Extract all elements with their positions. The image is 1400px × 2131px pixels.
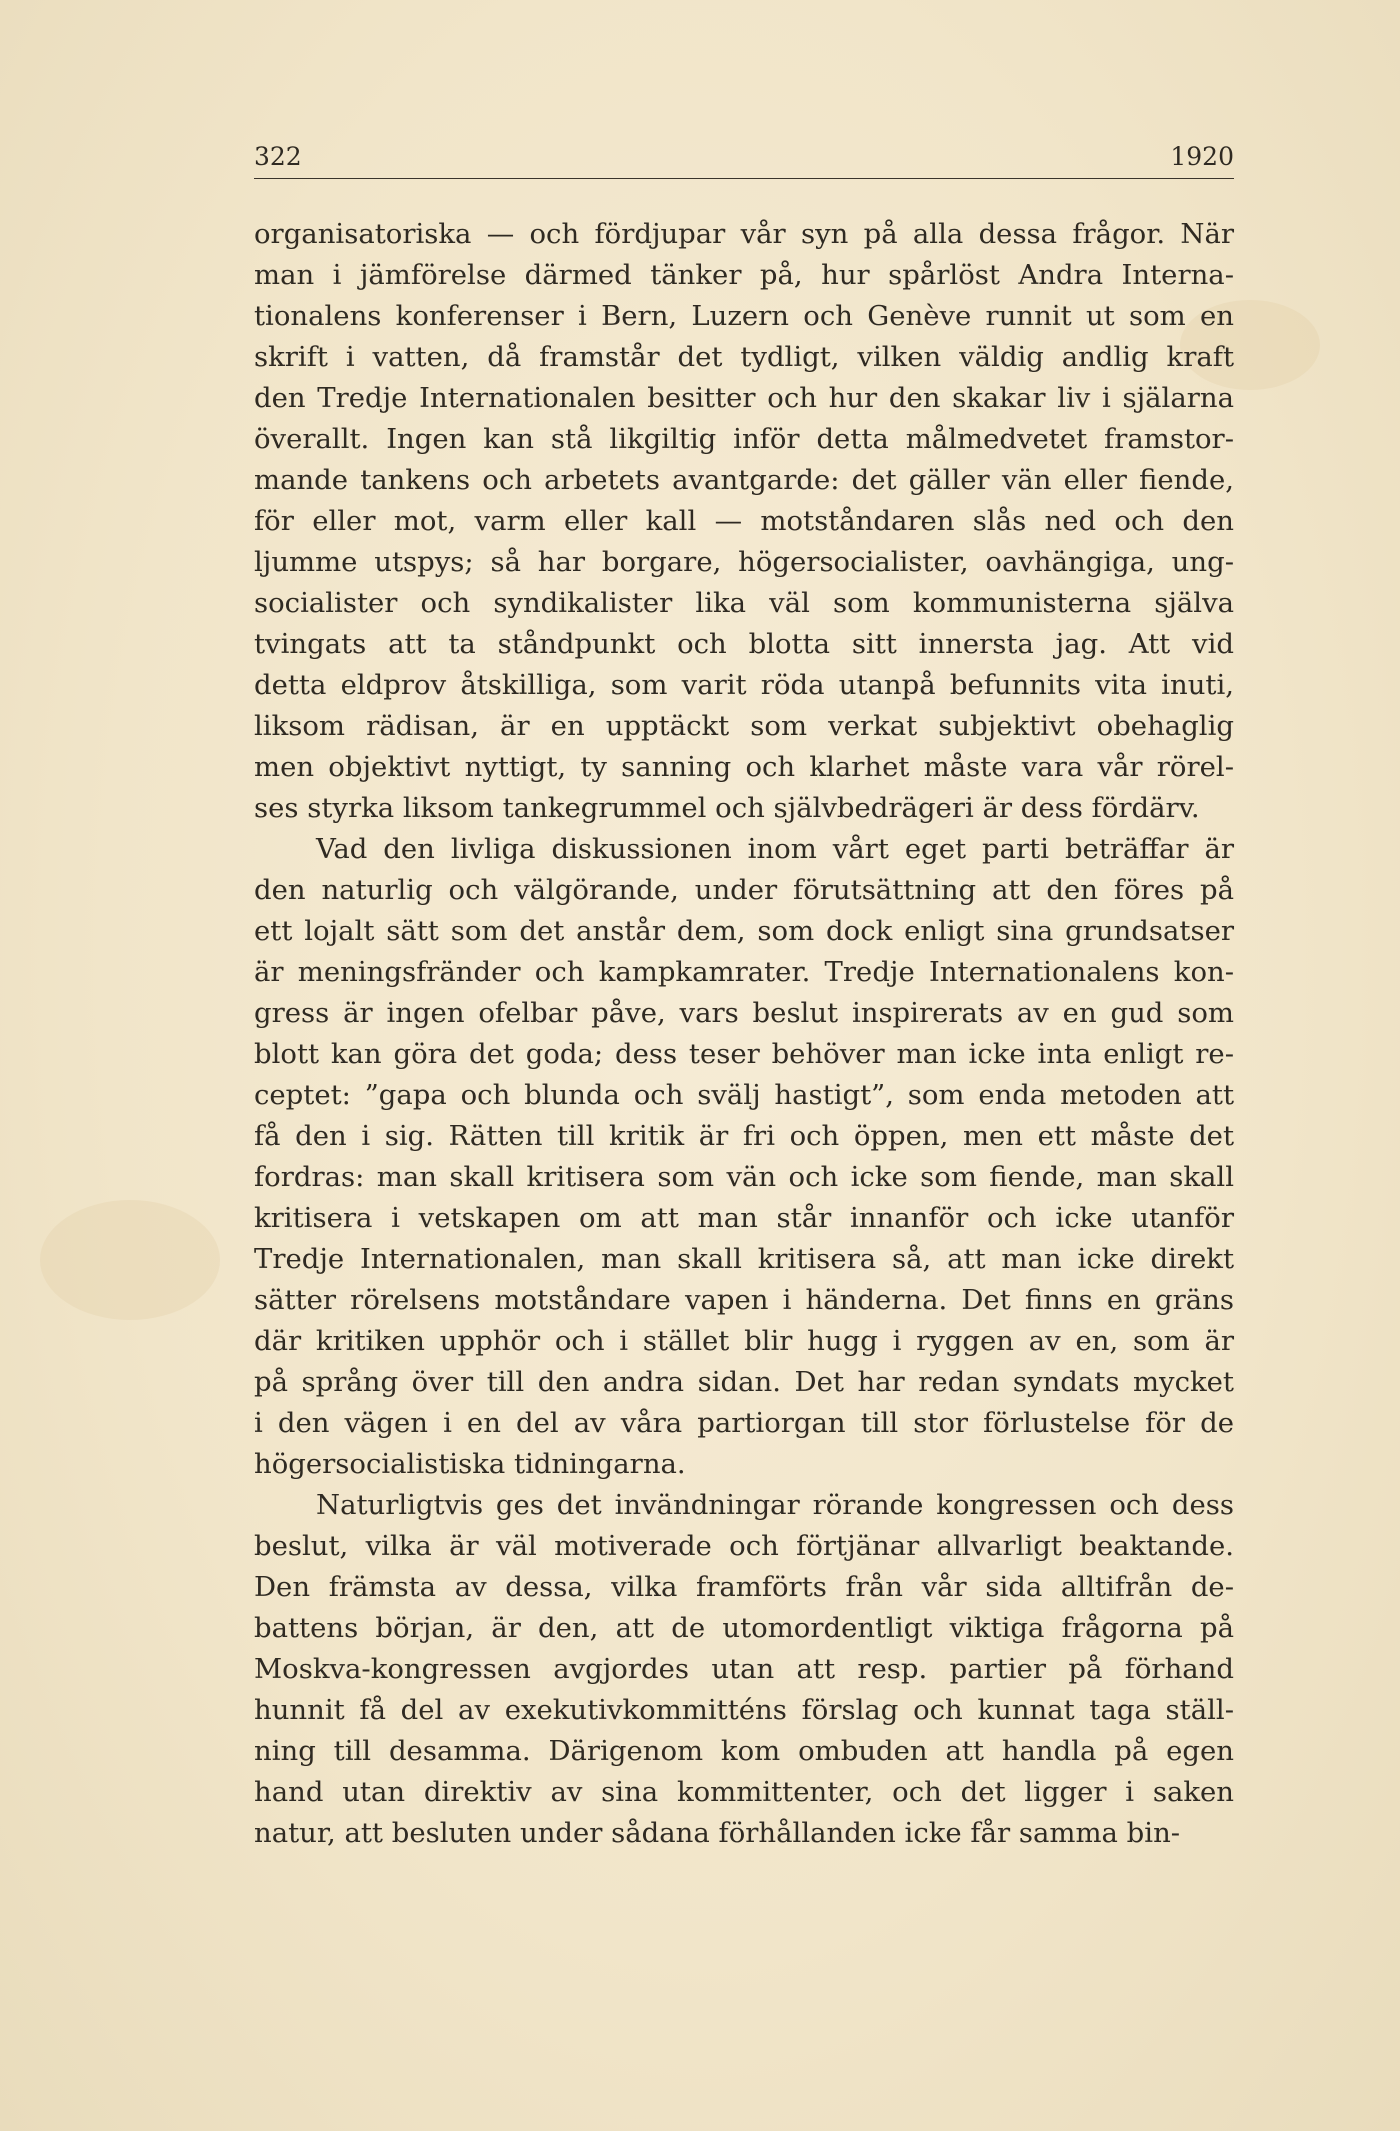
text-line: är meningsfränder och kampkamrater. Tredje Internationalens kon- [254,956,1234,988]
text-line: man i jämförelse därmed tänker på, hur spårlöst Andra Interna- [254,259,1234,291]
text-line: den Tredje Internationalen besitter och hur den skakar liv i själarna [254,382,1234,414]
text-line: där kritiken upphör och i stället blir hugg i ryggen av en, som är [254,1325,1234,1357]
text-line: ljumme utspys; så har borgare, högersocialister, oavhängiga, ung- [254,546,1234,578]
text-line: detta eldprov åtskilliga, som varit röda utanpå befunnits vita inuti, [254,669,1234,701]
text-line: tvingats att ta ståndpunkt och blotta sitt innersta jag. Att vid [254,628,1234,660]
text-line: mande tankens och arbetets avantgarde: det gäller vän eller fiende, [254,464,1234,496]
body-text [254,214,1234,1854]
text-line: överallt. Ingen kan stå likgiltig inför detta målmedvetet framstor- [254,423,1234,455]
text-line: blott kan göra det goda; dess teser behöver man icke inta enligt re- [254,1038,1234,1070]
text-line: hunnit få del av exekutivkommitténs förslag och kunnat taga ställ- [254,1694,1234,1726]
text-line: tionalens konferenser i Bern, Luzern och Genève runnit ut som en [254,300,1234,332]
text-line: gress är ingen ofelbar påve, vars beslut inspirerats av en gud som [254,997,1234,1029]
text-line: socialister och syndikalister lika väl som kommunisterna själva [254,587,1234,619]
paragraph [254,214,1234,829]
text-line: ses styrka liksom tankegrummel och självbedrägeri är dess fördärv. [254,792,1200,824]
text-line: organisatoriska — och fördjupar vår syn på alla dessa frågor. När [254,218,1234,250]
text-line: liksom rädisan, är en upptäckt som verkat subjektivt obehaglig [254,710,1234,742]
page-header [254,138,1234,179]
text-line: få den i sig. Rätten till kritik är fri och öppen, men ett måste det [254,1120,1234,1152]
text-line: Naturligtvis ges det invändningar rörande kongressen och dess [316,1489,1234,1521]
text-line: den naturlig och välgörande, under förutsättning att den föres på [254,874,1234,906]
text-line: Den främsta av dessa, vilka framförts från vår sida alltifrån de- [254,1571,1234,1603]
text-line: sätter rörelsens motståndare vapen i händerna. Det finns en gräns [254,1284,1234,1316]
text-line: för eller mot, varm eller kall — motståndaren slås ned och den [254,505,1234,537]
text-line: ning till desamma. Därigenom kom ombuden att handla på egen [254,1735,1234,1767]
text-line: Vad den livliga diskussionen inom vårt eget parti beträffar är [316,833,1234,865]
page-year: 1920 [1170,142,1234,171]
paragraph [254,829,1234,1485]
text-line: Moskva-kongressen avgjordes utan att resp. partier på förhand [254,1653,1234,1685]
text-line: Tredje Internationalen, man skall kritisera så, att man icke direkt [254,1243,1234,1275]
text-line: högersocialistiska tidningarna. [254,1448,686,1480]
text-line: i den vägen i en del av våra partiorgan till stor förlustelse för de [254,1407,1234,1439]
text-line: ett lojalt sätt som det anstår dem, som dock enligt sina grundsatser [254,915,1234,947]
text-line: natur, att besluten under sådana förhållanden icke får samma bin- [254,1817,1181,1849]
text-line: beslut, vilka är väl motiverade och förtjänar allvarligt beaktande. [254,1530,1234,1562]
text-line: hand utan direktiv av sina kommittenter, och det ligger i saken [254,1776,1234,1808]
text-line: kritisera i vetskapen om att man står innanför och icke utanför [254,1202,1234,1234]
paragraph [254,1485,1234,1854]
text-line: skrift i vatten, då framstår det tydligt, vilken väldig andlig kraft [254,341,1234,373]
text-line: battens början, är den, att de utomordentligt viktiga frågorna på [254,1612,1234,1644]
page-number: 322 [254,142,302,171]
text-line: men objektivt nyttigt, ty sanning och klarhet måste vara vår rörel- [254,751,1234,783]
text-line: fordras: man skall kritisera som vän och icke som fiende, man skall [254,1161,1234,1193]
paper-stain [40,1200,220,1320]
text-line: på språng över till den andra sidan. Det har redan syndats mycket [254,1366,1234,1398]
text-line: ceptet: ”gapa och blunda och svälj hastigt”, som enda metoden att [254,1079,1234,1111]
